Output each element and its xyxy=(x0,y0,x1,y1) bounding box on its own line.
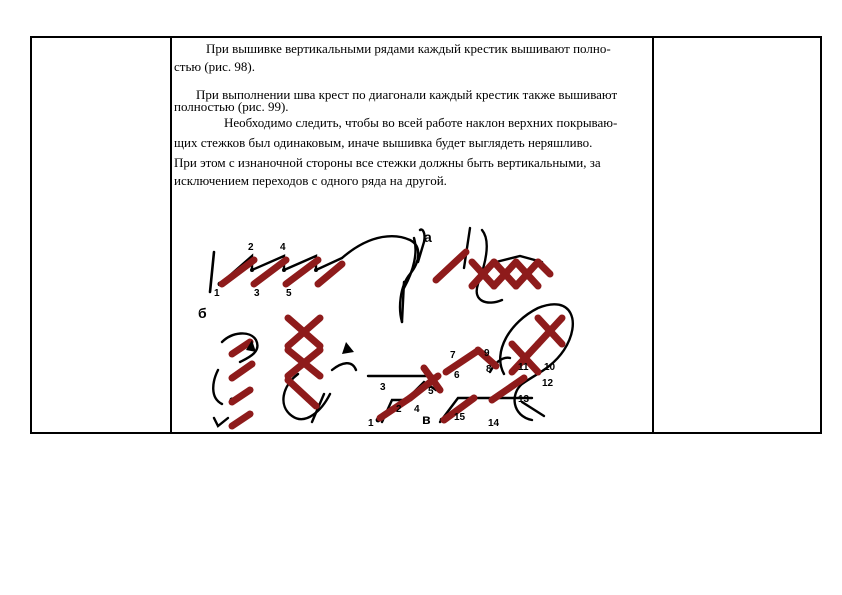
bottom-label-1: 1 xyxy=(368,418,374,429)
bottom-label-4: 4 xyxy=(414,404,420,415)
paragraph-1-line-1: При вышивке вертикальными рядами каждый крестик вышивают полно- xyxy=(206,41,611,56)
bottom-label-9: 9 xyxy=(484,348,490,359)
paragraph-1-line-2: стью (рис. 98). xyxy=(174,59,255,74)
bottom-label-11: 11 xyxy=(518,362,529,373)
bottom-label-14: 14 xyxy=(488,418,500,429)
paragraph-2-line-1: При выполнении шва крест по диагонали каждый крестик также вышивают xyxy=(196,87,618,102)
top-label-5: 5 xyxy=(286,288,292,299)
bottom-label-3: 3 xyxy=(380,382,386,393)
figure-label-v: в xyxy=(422,411,431,427)
bottom-label-2: 2 xyxy=(396,404,402,415)
bottom-label-12: 12 xyxy=(542,378,554,389)
paragraph-2-line-2: полностью (рис. 99). xyxy=(174,99,289,114)
bottom-label-13: 13 xyxy=(518,394,530,405)
bottom-label-6: 6 xyxy=(454,370,460,381)
bottom-label-7: 7 xyxy=(450,350,456,361)
paragraph-3-line-1: Необходимо следить, чтобы во всей работе наклон верхних покрываю- xyxy=(224,115,618,130)
top-label-4: 4 xyxy=(280,242,286,253)
column-divider-right xyxy=(652,38,654,432)
cross-stitch-figure xyxy=(192,222,556,432)
figure-label-b: б xyxy=(198,305,207,321)
column-divider-left xyxy=(170,38,172,432)
top-label-2: 2 xyxy=(248,242,254,253)
bottom-label-8: 8 xyxy=(486,364,492,375)
bottom-label-10: 10 xyxy=(544,362,556,373)
paragraph-3-line-4: исключением переходов с одного ряда на другой. xyxy=(174,173,447,188)
bottom-label-15: 15 xyxy=(454,412,466,423)
paragraph-3-line-2: щих стежков был одинаковым, иначе вышивка будет выглядеть неряшливо. xyxy=(174,135,593,150)
top-label-3: 3 xyxy=(254,288,260,299)
top-label-1: 1 xyxy=(214,288,220,299)
page-table xyxy=(30,36,822,434)
figure-label-a: а xyxy=(424,229,432,245)
bottom-label-5: 5 xyxy=(428,386,434,397)
paragraph-3-line-3: При этом с изнаночной стороны все стежки должны быть вертикальными, за xyxy=(174,155,601,170)
